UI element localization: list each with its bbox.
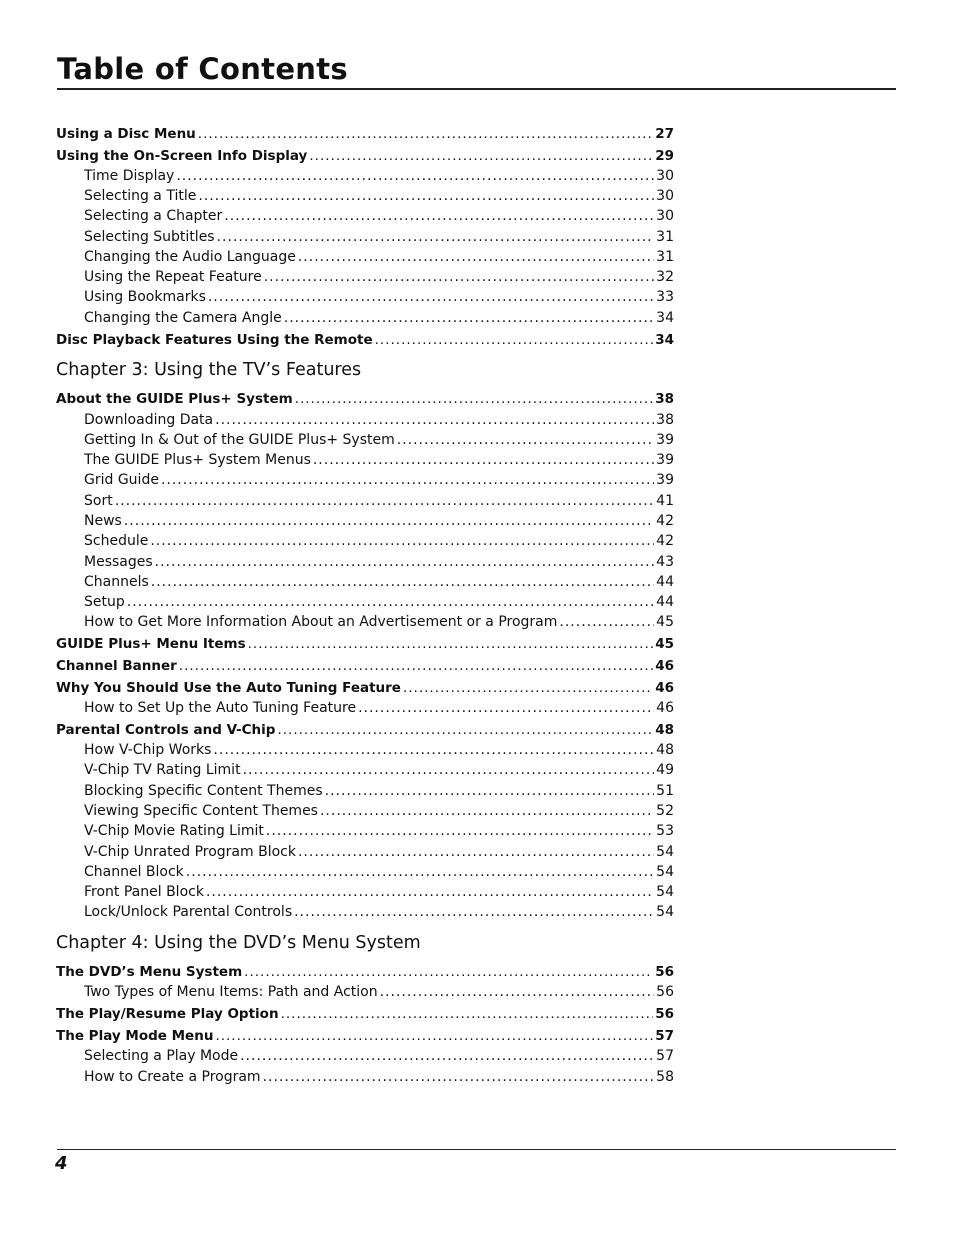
toc-entry-page-number: 57 [656,1048,674,1064]
toc-subsection-entry[interactable] [84,1067,674,1087]
toc-entry-title: The Play Mode Menu [56,1028,214,1044]
toc-subsection-entry[interactable] [84,612,674,632]
toc-entry-page-number: 30 [656,188,674,204]
dot-leader [198,186,654,206]
toc-entry-page-number: 44 [656,574,674,590]
toc-entry-page-number: 54 [656,884,674,900]
toc-entry-title: Downloading Data [84,412,214,428]
toc-entry-page-number: 46 [655,658,674,674]
toc-entry-title: About the GUIDE Plus+ System [56,391,293,407]
toc-entry-title: Using the Repeat Feature [84,269,262,285]
toc-entry-page-number: 34 [656,310,674,326]
dot-leader [240,1046,654,1066]
toc-subsection-entry[interactable] [84,698,674,718]
toc-entry-page-number: 30 [656,168,674,184]
dot-leader [208,287,654,307]
dot-leader [284,308,654,328]
toc-entry-page-number: 45 [656,614,674,630]
toc-entry-page-number: 32 [656,269,674,285]
dot-leader [295,389,654,409]
toc-entry-page-number: 51 [656,783,674,799]
page-number: 4 [55,1153,68,1174]
toc-entry-title: Using a Disc Menu [56,126,196,142]
dot-leader [380,982,655,1002]
dot-leader [150,531,654,551]
dot-leader [403,678,653,698]
toc-entry-title: Channel Banner [56,658,177,674]
toc-subsection-entry[interactable] [84,882,674,902]
toc-entry-page-number: 52 [656,803,674,819]
toc-entry-page-number: 43 [656,554,674,570]
dot-leader [248,634,654,654]
toc-entry-title: Messages [84,554,153,570]
toc-entry-title: V-Chip Movie Rating Limit [84,823,264,839]
toc-section-entry[interactable] [56,1026,674,1046]
toc-entry-page-number: 46 [655,680,674,696]
toc-entry-page-number: 27 [655,126,674,142]
toc-subsection-entry[interactable] [84,552,674,572]
toc-entry-title: Selecting a Title [84,188,197,204]
toc-subsection-entry[interactable] [84,531,674,551]
toc-entry-page-number: 38 [656,412,674,428]
toc-section-entry[interactable] [56,124,674,144]
toc-subsection-entry[interactable] [84,227,674,247]
toc-entry-page-number: 42 [656,533,674,549]
toc-subsection-entry[interactable] [84,842,674,862]
toc-entry-title: How to Get More Information About an Advertisement or a Program [84,614,558,630]
dot-leader [375,330,654,350]
toc-entry-title: Using the On-Screen Info Display [56,148,308,164]
dot-leader [161,470,654,490]
toc-entry-page-number: 48 [655,722,674,738]
dot-leader [559,612,654,632]
toc-subsection-entry[interactable] [84,410,674,430]
toc-entry-page-number: 33 [656,289,674,305]
dot-leader [243,760,655,780]
toc-subsection-entry[interactable] [84,781,674,801]
dot-leader [264,267,654,287]
toc-subsection-entry[interactable] [84,572,674,592]
toc-entry-title: Lock/Unlock Parental Controls [84,904,293,920]
toc-subsection-entry[interactable] [84,862,674,882]
toc-subsection-entry[interactable] [84,982,674,1002]
toc-entry-title: Two Types of Menu Items: Path and Action [84,984,378,1000]
toc-entry-title: Grid Guide [84,472,159,488]
chapter-heading: Chapter 3: Using the TV’s Features [56,360,362,380]
toc-entry-title: V-Chip Unrated Program Block [84,844,296,860]
dot-leader [151,572,654,592]
toc-entry-page-number: 41 [656,493,674,509]
dot-leader [198,124,653,144]
toc-entry-page-number: 49 [656,762,674,778]
toc-entry-title: Channels [84,574,149,590]
toc-entry-page-number: 31 [656,249,674,265]
toc-entry-title: How to Create a Program [84,1069,261,1085]
toc-entry-page-number: 39 [656,432,674,448]
toc-entry-page-number: 39 [656,472,674,488]
dot-leader [277,720,653,740]
dot-leader [281,1004,654,1024]
dot-leader [325,781,655,801]
toc-subsection-entry[interactable] [84,511,674,531]
toc-entry-page-number: 31 [656,229,674,245]
dot-leader [213,740,654,760]
toc-entry-title: How V-Chip Works [84,742,212,758]
dot-leader [215,1026,653,1046]
toc-entry-title: Disc Playback Features Using the Remote [56,332,373,348]
toc-subsection-entry[interactable] [84,902,674,922]
dot-leader [266,821,654,841]
dot-leader [397,430,654,450]
toc-entry-page-number: 34 [655,332,674,348]
dot-leader [298,842,654,862]
toc-entry-page-number: 54 [656,904,674,920]
toc-section-entry[interactable] [56,1004,674,1024]
dot-leader [124,511,654,531]
dot-leader [217,227,655,247]
toc-entry-title: Selecting Subtitles [84,229,215,245]
toc-subsection-entry[interactable] [84,308,674,328]
toc-entry-title: Blocking Specific Content Themes [84,783,323,799]
toc-subsection-entry[interactable] [84,740,674,760]
toc-entry-title: Schedule [84,533,149,549]
toc-entry-page-number: 39 [656,452,674,468]
toc-entry-page-number: 29 [655,148,674,164]
dot-leader [313,450,654,470]
toc-section-entry[interactable] [56,962,674,982]
toc-entry-page-number: 56 [656,984,674,1000]
toc-subsection-entry[interactable] [84,821,674,841]
toc-subsection-entry[interactable] [84,287,674,307]
toc-entry-title: Using Bookmarks [84,289,206,305]
toc-subsection-entry[interactable] [84,430,674,450]
toc-section-entry[interactable] [56,389,674,409]
toc-entry-title: The DVD’s Menu System [56,964,243,980]
toc-entry-title: Changing the Audio Language [84,249,296,265]
toc-entry-title: Selecting a Chapter [84,208,223,224]
toc-section-entry[interactable] [56,146,674,166]
toc-subsection-entry[interactable] [84,801,674,821]
dot-leader [186,862,654,882]
toc-section-entry[interactable] [56,720,674,740]
dot-leader [263,1067,655,1087]
toc-subsection-entry[interactable] [84,186,674,206]
toc-entry-page-number: 46 [656,700,674,716]
toc-entry-title: News [84,513,122,529]
title-divider [57,88,896,90]
toc-entry-page-number: 54 [656,864,674,880]
dot-leader [309,146,653,166]
toc-entry-title: Time Display [84,168,175,184]
toc-entry-title: Setup [84,594,125,610]
toc-entry-page-number: 57 [655,1028,674,1044]
toc-entry-page-number: 53 [656,823,674,839]
toc-entry-title: GUIDE Plus+ Menu Items [56,636,246,652]
toc-subsection-entry[interactable] [84,267,674,287]
toc-entry-page-number: 48 [656,742,674,758]
dot-leader [215,410,654,430]
dot-leader [294,902,654,922]
toc-entry-title: Why You Should Use the Auto Tuning Feature [56,680,401,696]
page-title: Table of Contents [57,52,348,86]
toc-section-entry[interactable] [56,634,674,654]
dot-leader [358,698,654,718]
toc-entry-page-number: 56 [655,964,674,980]
toc-section-entry[interactable] [56,656,674,676]
dot-leader [179,656,653,676]
dot-leader [320,801,654,821]
toc-subsection-entry[interactable] [84,166,674,186]
toc-section-entry[interactable] [56,678,674,698]
toc-entry-title: Selecting a Play Mode [84,1048,239,1064]
toc-entry-page-number: 42 [656,513,674,529]
toc-entry-title: Front Panel Block [84,884,204,900]
dot-leader [155,552,655,572]
toc-entry-page-number: 30 [656,208,674,224]
dot-leader [244,962,653,982]
toc-entry-title: Sort [84,493,113,509]
toc-entry-title: V-Chip TV Rating Limit [84,762,241,778]
toc-entry-page-number: 45 [655,636,674,652]
toc-subsection-entry[interactable] [84,206,674,226]
toc-entry-title: Channel Block [84,864,184,880]
dot-leader [127,592,654,612]
toc-entry-title: The GUIDE Plus+ System Menus [84,452,311,468]
footer-divider [57,1149,896,1150]
toc-entry-page-number: 38 [655,391,674,407]
toc-subsection-entry[interactable] [84,1046,674,1066]
toc-entry-title: Parental Controls and V-Chip [56,722,276,738]
chapter-heading: Chapter 4: Using the DVD’s Menu System [56,933,421,953]
dot-leader [206,882,654,902]
toc-entry-page-number: 56 [655,1006,674,1022]
toc-entry-title: Changing the Camera Angle [84,310,282,326]
toc-entry-page-number: 44 [656,594,674,610]
dot-leader [176,166,654,186]
toc-entry-title: How to Set Up the Auto Tuning Feature [84,700,357,716]
toc-entry-title: Viewing Specific Content Themes [84,803,318,819]
toc-subsection-entry[interactable] [84,247,674,267]
toc-subsection-entry[interactable] [84,470,674,490]
toc-subsection-entry[interactable] [84,592,674,612]
toc-subsection-entry[interactable] [84,760,674,780]
toc-subsection-entry[interactable] [84,450,674,470]
toc-entry-page-number: 54 [656,844,674,860]
toc-subsection-entry[interactable] [84,491,674,511]
dot-leader [224,206,654,226]
dot-leader [115,491,654,511]
toc-section-entry[interactable] [56,330,674,350]
toc-entry-title: The Play/Resume Play Option [56,1006,279,1022]
toc-entry-page-number: 58 [656,1069,674,1085]
toc-entry-title: Getting In & Out of the GUIDE Plus+ System [84,432,395,448]
dot-leader [298,247,654,267]
